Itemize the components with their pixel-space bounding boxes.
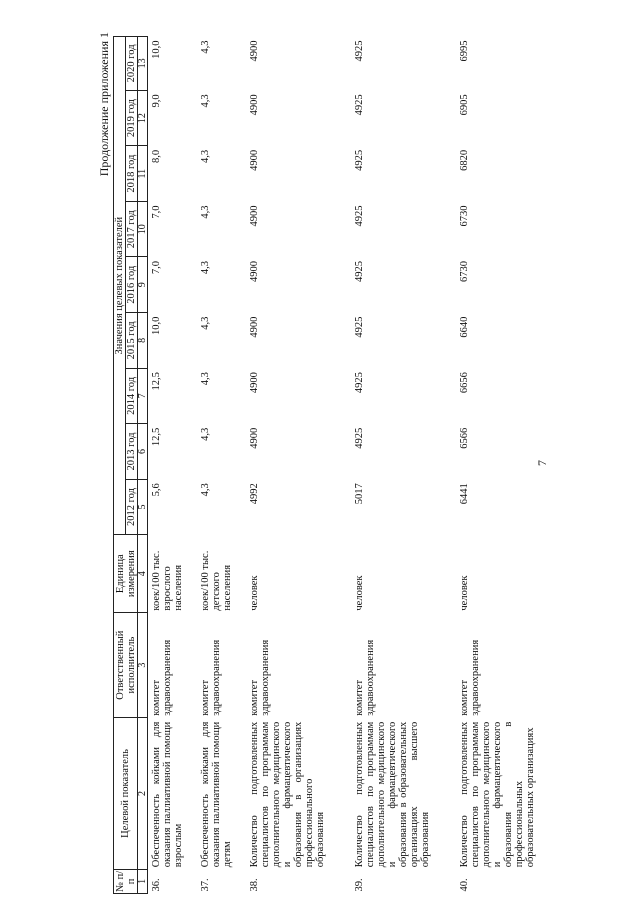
value-cell: 4,3: [200, 483, 211, 497]
column-number: 3: [138, 613, 148, 718]
header-year: 2020 год: [126, 37, 138, 91]
appendix-note: Продолжение приложения 1: [97, 32, 111, 177]
value-cell: 6905: [459, 94, 470, 116]
value-cell: 4900: [249, 261, 260, 282]
column-number: 2: [138, 718, 148, 870]
value-cell: 4,3: [200, 372, 211, 386]
value-cell: 4,3: [200, 261, 211, 275]
row-number: 38.: [249, 878, 260, 892]
value-cell: 10,0: [151, 40, 162, 59]
indicator-name: Количество подготовленных специалистов по программам дополнительного медицинского и фармацевтического образования в образовательных организациях высшего образования: [354, 721, 431, 868]
value-cell: 4925: [354, 205, 365, 227]
header-executor: Ответственный исполнитель: [114, 613, 138, 718]
table-row: [148, 37, 198, 894]
value-cell: 4925: [354, 40, 365, 62]
value-cell: 6995: [459, 40, 470, 62]
value-cell: 6820: [459, 149, 470, 171]
executor: комитет здравоохранения: [354, 639, 376, 716]
value-cell: 4900: [249, 372, 260, 394]
value-cell: 4900: [249, 316, 260, 338]
value-cell: 4900: [249, 149, 260, 171]
executor: комитет здравоохранения: [151, 639, 173, 716]
indicator-name: Обеспеченность койками для оказания паллиативной помощи взрослым: [151, 721, 184, 868]
row-number: 36.: [151, 878, 162, 892]
column-number: 13: [138, 37, 148, 91]
value-cell: 6730: [459, 261, 470, 282]
indicator-name: Количество подготовленных специалистов по программам дополнительного медицинского и фармацевтического образования в организациях профессионального образования: [249, 721, 326, 868]
unit: человек: [354, 575, 365, 611]
executor: комитет здравоохранения: [249, 639, 271, 716]
column-number: 6: [138, 424, 148, 480]
value-cell: 9,0: [151, 94, 162, 108]
unit: человек: [459, 575, 470, 611]
value-cell: 4925: [354, 316, 365, 338]
header-year: 2018 год: [126, 146, 138, 202]
value-cell: 7,0: [151, 261, 162, 275]
unit: коек/100 тыс. детского населения: [200, 550, 233, 611]
value-cell: 5017: [354, 483, 365, 505]
value-cell: 4925: [354, 149, 365, 171]
header-year: 2019 год: [126, 90, 138, 146]
value-cell: 4900: [249, 427, 260, 449]
table-row: [197, 37, 246, 894]
unit: коек/100 тыс. взрослого населения: [151, 550, 184, 611]
column-number: 1: [138, 869, 148, 893]
header-year: 2012 год: [126, 479, 138, 535]
value-cell: 4,3: [200, 316, 211, 330]
row-number: 37.: [200, 878, 211, 892]
header-year: 2013 год: [126, 424, 138, 480]
column-number: 5: [138, 479, 148, 535]
column-number: 8: [138, 313, 148, 369]
value-cell: 4,3: [200, 205, 211, 219]
value-cell: 4,3: [200, 149, 211, 163]
value-cell: 4925: [354, 372, 365, 394]
column-number: 7: [138, 368, 148, 424]
table-row: [246, 37, 351, 894]
value-cell: 4900: [249, 94, 260, 116]
unit: человек: [249, 575, 260, 611]
landscape-content: [97, 28, 637, 898]
value-cell: 4,3: [200, 40, 211, 54]
value-cell: 4925: [354, 427, 365, 449]
value-cell: 4925: [354, 261, 365, 282]
indicator-name: Количество подготовленных специалистов по программам дополнительного медицинского и фармацевтического образования в профессиональных образовательных организациях: [459, 721, 536, 868]
value-cell: 5,6: [151, 483, 162, 497]
column-number: 4: [138, 535, 148, 613]
row-number: 40.: [459, 878, 470, 892]
header-values-group: Значения целевых показателей: [114, 37, 126, 535]
header-year: 2015 год: [126, 313, 138, 369]
executor: комитет здравоохранения: [459, 639, 481, 716]
header-unit: Единица измерения: [114, 535, 138, 613]
table-row: [351, 37, 456, 894]
header-year: 2014 год: [126, 368, 138, 424]
column-number: 10: [138, 201, 148, 257]
column-number: 9: [138, 257, 148, 313]
value-cell: 6566: [459, 427, 470, 449]
value-cell: 4992: [249, 483, 260, 505]
rotated-page: [97, 28, 637, 898]
page-number: 7: [535, 460, 549, 466]
value-cell: 6640: [459, 316, 470, 338]
header-indicator: Целевой показатель: [114, 718, 138, 870]
target-indicators-table: [113, 36, 539, 894]
value-cell: 12,5: [151, 372, 162, 391]
header-num: № п/п: [114, 870, 137, 892]
value-cell: 6441: [459, 483, 470, 505]
value-cell: 6730: [459, 205, 470, 227]
column-number: 12: [138, 90, 148, 146]
indicator-name: Обеспеченность койками для оказания паллиативной помощи детям: [200, 721, 233, 868]
row-number: 39.: [354, 878, 365, 892]
value-cell: 8,0: [151, 149, 162, 163]
value-cell: 4,3: [200, 427, 211, 441]
value-cell: 6656: [459, 372, 470, 394]
value-cell: 10,0: [151, 316, 162, 335]
executor: комитет здравоохранения: [200, 639, 222, 716]
table-row: [456, 37, 539, 894]
value-cell: 4925: [354, 94, 365, 116]
value-cell: 4,3: [200, 94, 211, 108]
header-year: 2017 год: [126, 201, 138, 257]
value-cell: 12,5: [151, 427, 162, 447]
value-cell: 4900: [249, 40, 260, 62]
value-cell: 7,0: [151, 205, 162, 219]
header-year: 2016 год: [126, 257, 138, 313]
column-number: 11: [138, 146, 148, 202]
value-cell: 4900: [249, 205, 260, 227]
